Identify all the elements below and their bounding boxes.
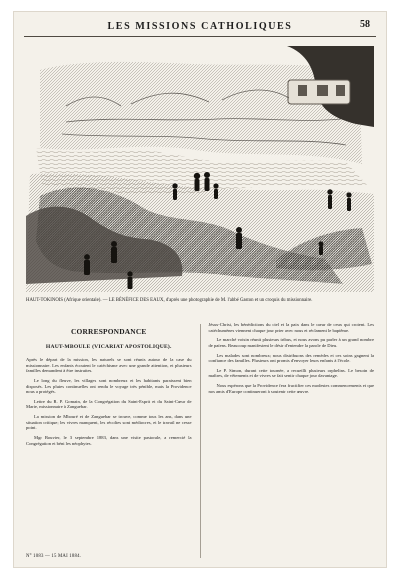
left-paragraph-2: Le long du fleuve, les villages sont nombreux et les habitants paraissent bien disposés. Les pluies continuelles ont rendu le voyage très pénible, mais la Providence nous a protégés. xyxy=(26,377,192,395)
right-paragraph-1: Jésus-Christ, les bénédictions du ciel et la paix dans le cœur de ceux qui croient. Les catéchumènes viennent chaque jour prier avec nous et réclament le baptême. xyxy=(208,322,374,333)
left-paragraph-4: La mission de Mbouré et de Zanguebar se trouve, comme tous les ans, dans une situation critique; les vivres manquent, les récoltes sont médiocres, et le travail ne cesse point. xyxy=(26,414,192,431)
text-columns xyxy=(26,322,374,560)
issue-line: N° 1083 — 15 MAI 1884. xyxy=(26,554,82,560)
page-number: 58 xyxy=(360,19,370,30)
running-header-title: LES MISSIONS CATHOLIQUES xyxy=(107,20,293,32)
illustration-caption: HAUT-TOKINOIS (Afrique orientale). — LE BÉNÉFICE DES EAUX, d'après une photographie de M. l'abbé Gaston et un croquis du missionnaire. xyxy=(26,298,313,303)
left-paragraph-3: Lettre du R. P. Gomain, de la Congrégation du Saint-Esprit et du Saint-Cœur de Marie, missionnaire à Zanguebar. xyxy=(26,398,192,410)
left-column xyxy=(26,322,192,560)
correspondence-heading: CORRESPONDANCE xyxy=(71,327,147,336)
right-column xyxy=(208,322,374,560)
document-page xyxy=(14,12,386,567)
column-divider xyxy=(200,324,201,558)
left-paragraph-1: Après le départ de la mission, les naturels se sont réunis autour de la case du missionnaire. Les enfants écoutent le catéchisme avec une grande attention, et plusieurs familles demandent à être instruites. xyxy=(26,356,192,374)
page-header xyxy=(24,18,376,34)
right-paragraph-5: Nous espérons que la Providence fera fructifier ces modestes commencements et que nos amis d'Europe continueront à soutenir cette œuvre. xyxy=(208,383,374,394)
header-rule xyxy=(24,36,376,37)
right-paragraph-2: Le marché voisin réunit plusieurs tribus, et nous avons pu parler à un grand nombre de païens. Beaucoup manifestent le désir d'entendre la parole de Dieu. xyxy=(208,337,374,348)
mission-subheading: HAUT-MBOULE (VICARIAT APOSTOLIQUE). xyxy=(45,344,172,351)
right-paragraph-4: Le P. Simon, durant cette tournée, a recueilli plusieurs orphelins. Le besoin de maîtres, de vêtements et de vivres se fait sentir chaque jour davantage. xyxy=(208,367,374,379)
engraving-illustration xyxy=(26,46,374,292)
left-paragraph-5: Mgr Bouvier, le 3 septembre 1883, dans une visite pastorale, a remercié la Congrégation et béni les néophytes. xyxy=(26,435,192,446)
right-paragraph-3: Les malades sont nombreux; nous distribuons des remèdes et ces soins gagnent la confiance des familles. Plusieurs ont promis d'envoyer leurs enfants à l'école. xyxy=(208,352,374,364)
